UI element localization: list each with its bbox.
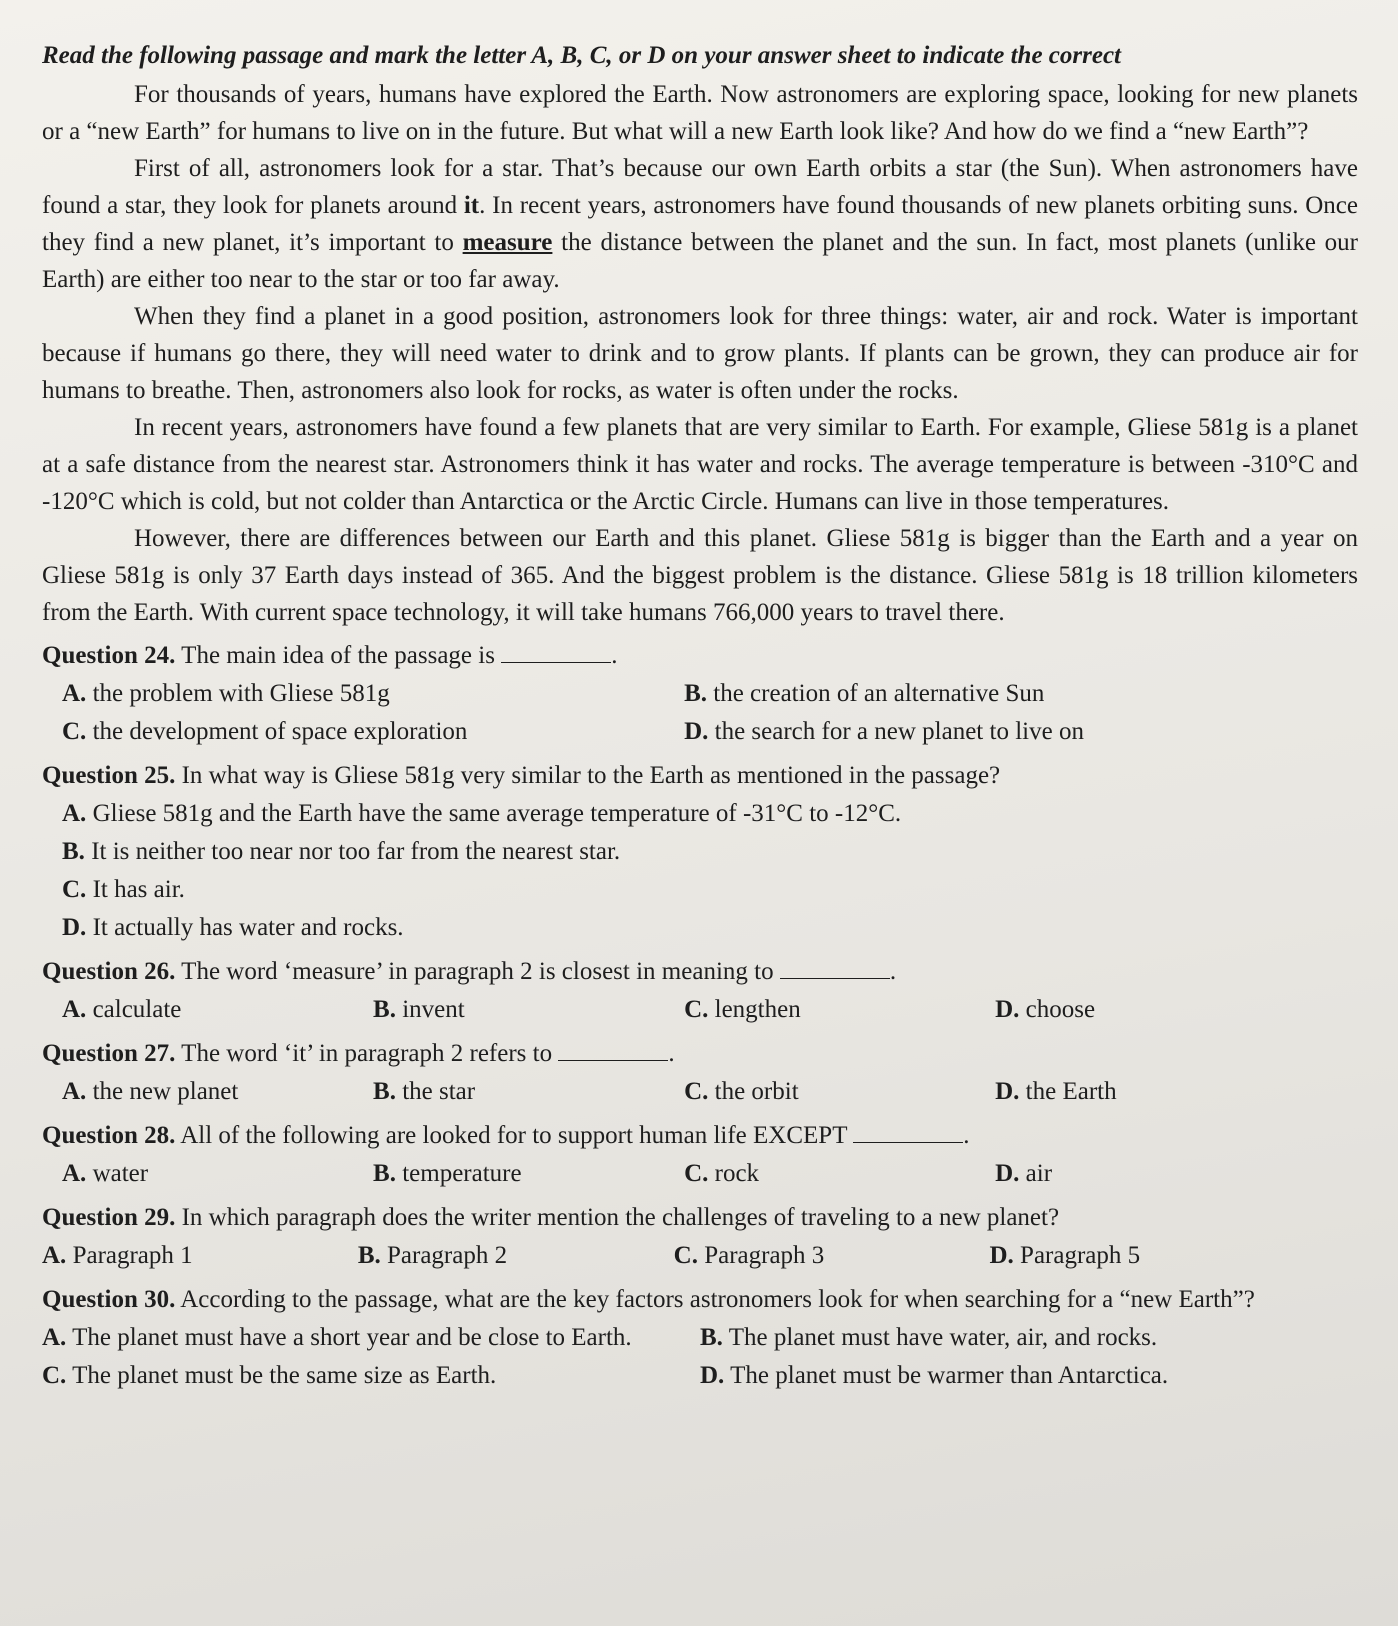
question-text: In which paragraph does the writer mention the challenges of traveling to a new planet?	[181, 1204, 1060, 1231]
question-text: The word ‘measure’ in paragraph 2 is closest in meaning to	[181, 958, 774, 985]
question-25	[42, 757, 1358, 947]
question-text: In what way is Gliese 581g very similar to the Earth as mentioned in the passage?	[181, 762, 1001, 789]
option-a[interactable]: A. Gliese 581g and the Earth have the same average temperature of -31°C to -12°C.	[62, 800, 902, 827]
question-label: Question 29.	[42, 1204, 176, 1231]
option-d[interactable]: D. air	[995, 1160, 1053, 1187]
option-b[interactable]: B. The planet must have water, air, and rocks.	[700, 1324, 1158, 1351]
option-c[interactable]: C. Paragraph 3	[673, 1242, 825, 1269]
paragraph-1: For thousands of years, humans have explored the Earth. Now astronomers are exploring space, looking for new planets or a “new Earth” for humans to live on in the future. But what will a new Earth look like? And how do we find a “new Earth”?	[42, 81, 1358, 145]
question-label: Question 26.	[42, 958, 176, 985]
option-a[interactable]: A. the problem with Gliese 581g	[62, 680, 390, 707]
option-c[interactable]: C. The planet must be the same size as Earth.	[42, 1362, 497, 1389]
question-label: Question 27.	[42, 1040, 176, 1067]
paragraph-3: When they find a planet in a good position, astronomers look for three things: water, air and rock. Water is important because if humans go there, they will need water to drink and to grow plants. If plants can be grown, they can produce air for humans to breathe. Then, astronomers also look for rocks, as water is often under the rocks.	[42, 303, 1358, 404]
question-28: Question 28. All of the following are looked for to support human life EXCEPT . A. water B. temperature C. rock D. air	[42, 1117, 1358, 1193]
option-b[interactable]: B. temperature	[373, 1160, 522, 1187]
option-c[interactable]: C. the development of space exploration	[62, 718, 468, 745]
question-label: Question 28.	[42, 1122, 176, 1149]
paragraph-2: First of all, astronomers look for a star. That’s because our own Earth orbits a star (the Sun). When astronomers have found a star, they look for planets around it. In recent years, astronomers have found thousands of new planets orbiting suns. Once they find a new planet, it’s important to measure the distance between the planet and the sun. In fact, most planets (unlike our Earth) are either too near to the star or too far away.	[42, 155, 1358, 293]
option-a[interactable]: A. water	[62, 1160, 149, 1187]
option-d[interactable]: D. It actually has water and rocks.	[62, 914, 404, 941]
question-27: Question 27. The word ‘it’ in paragraph 2 refers to . A. the new planet B. the star C. the orbit D. the Earth	[42, 1035, 1358, 1111]
paragraph-4: In recent years, astronomers have found a few planets that are very similar to Earth. For example, Gliese 581g is a planet at a safe distance from the nearest star. Astronomers think it has water and rocks. The average temperature is between -310°C and -120°C which is cold, but not colder than Antarctica or the Arctic Circle. Humans can live in those temperatures.	[42, 414, 1358, 515]
paragraph-5: However, there are differences between our Earth and this planet. Gliese 581g is bigger than the Earth and a year on Gliese 581g is only 37 Earth days instead of 365. And the biggest problem is the distance. Gliese 581g is 18 trillion kilometers from the Earth. With current space technology, it will take humans 766,000 years to travel there.	[42, 525, 1358, 626]
option-c[interactable]: C. It has air.	[62, 876, 185, 903]
question-label: Question 25.	[42, 762, 176, 789]
option-c[interactable]: C. lengthen	[684, 996, 801, 1023]
word-measure: measure	[462, 229, 553, 256]
option-b[interactable]: B. the creation of an alternative Sun	[684, 680, 1045, 707]
question-24: Question 24. The main idea of the passage is . A. the problem with Gliese 581g B. the creation of an alternative Sun C. the development of space exploration D. the search for a new planet to live on	[42, 637, 1358, 751]
option-d[interactable]: D. the Earth	[995, 1078, 1117, 1105]
question-text: According to the passage, what are the key factors astronomers look for when searching for a “new Earth”?	[180, 1286, 1255, 1313]
option-a[interactable]: A. the new planet	[62, 1078, 239, 1105]
option-d[interactable]: D. Paragraph 5	[989, 1242, 1141, 1269]
question-30	[42, 1281, 1358, 1395]
question-label: Question 30.	[42, 1286, 176, 1313]
option-c[interactable]: C. the orbit	[684, 1078, 799, 1105]
instruction: Read the following passage and mark the letter A, B, C, or D on your answer sheet to indicate the correct	[42, 42, 1121, 69]
word-it: it	[463, 192, 480, 219]
option-a[interactable]: A. Paragraph 1	[42, 1242, 193, 1269]
option-d[interactable]: D. choose	[995, 996, 1096, 1023]
option-b[interactable]: B. It is neither too near nor too far from the nearest star.	[62, 838, 621, 865]
option-b[interactable]: B. invent	[373, 996, 465, 1023]
question-29	[42, 1199, 1358, 1275]
question-text: The main idea of the passage is	[181, 642, 495, 669]
question-26: Question 26. The word ‘measure’ in paragraph 2 is closest in meaning to . A. calculate B. invent C. lengthen D. choose	[42, 953, 1358, 1029]
question-text: The word ‘it’ in paragraph 2 refers to	[181, 1040, 553, 1067]
option-a[interactable]: A. The planet must have a short year and be close to Earth.	[42, 1324, 632, 1351]
option-b[interactable]: B. Paragraph 2	[357, 1242, 508, 1269]
option-d[interactable]: D. The planet must be warmer than Antarctica.	[700, 1362, 1169, 1389]
option-a[interactable]: A. calculate	[62, 996, 182, 1023]
question-text: All of the following are looked for to support human life EXCEPT	[180, 1122, 848, 1149]
option-d[interactable]: D. the search for a new planet to live on	[684, 718, 1084, 745]
question-label: Question 24.	[42, 642, 176, 669]
option-b[interactable]: B. the star	[373, 1078, 476, 1105]
option-c[interactable]: C. rock	[684, 1160, 760, 1187]
